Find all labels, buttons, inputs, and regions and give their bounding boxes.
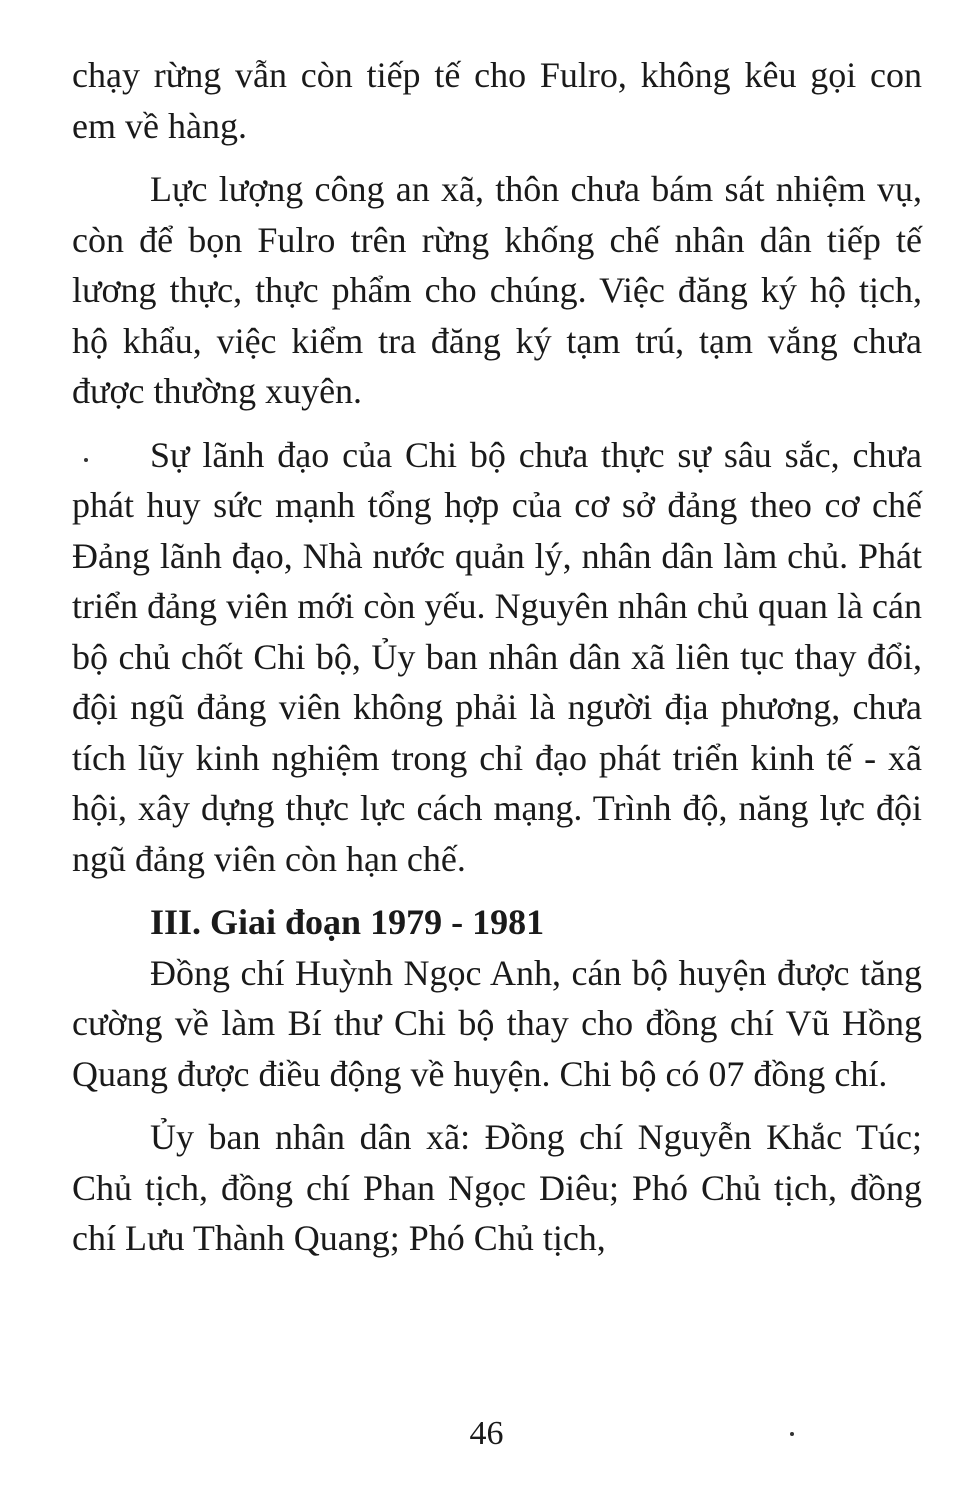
paragraph-continuation: chạy rừng vẫn còn tiếp tế cho Fulro, không kêu gọi con em về hàng. (72, 55, 922, 146)
paragraph-peoples-committee: Ủy ban nhân dân xã: Đồng chí Nguyễn Khắc Túc; Chủ tịch, đồng chí Phan Ngọc Diêu; Phó Chủ tịch, đồng chí Lưu Thành Quang; Phó Chủ tịch, (72, 1117, 922, 1258)
paragraph-party-leadership: Sự lãnh đạo của Chi bộ chưa thực sự sâu sắc, chưa phát huy sức mạnh tổng hợp của cơ sở đảng theo cơ chế Đảng lãnh đạo, Nhà nước quản lý, nhân dân làm chủ. Phát triển đảng viên mới còn yếu. Nguyên nhân chủ quan là cán bộ chủ chốt Chi bộ, Ủy ban nhân dân xã liên tục thay đổi, đội ngũ đảng viên không phải là người địa phương, chưa tích lũy kinh nghiệm trong chỉ đạo phát triển kinh tế - xã hội, xây dựng thực lực cách mạng. Trình độ, năng lực đội ngũ đảng viên còn hạn chế. (72, 434, 922, 879)
paragraph-secretary-change: Đồng chí Huỳnh Ngọc Anh, cán bộ huyện được tăng cường về làm Bí thư Chi bộ thay cho đồng chí Vũ Hồng Quang được điều động về huyện. Chi bộ có 07 đồng chí. (72, 952, 922, 1094)
paragraph-police-force: Lực lượng công an xã, thôn chưa bám sát nhiệm vụ, còn để bọn Fulro trên rừng khống chế nhân dân tiếp tế lương thực, thực phẩm cho chúng. Việc đăng ký hộ tịch, hộ khẩu, việc kiểm tra đăng ký tạm trú, tạm vắng chưa được thường xuyên. (72, 169, 922, 411)
scan-speck (84, 458, 88, 462)
section-heading: III. Giai đoạn 1979 - 1981 (150, 902, 545, 942)
page-body (72, 50, 922, 1264)
page-number: 46 (469, 1415, 504, 1452)
